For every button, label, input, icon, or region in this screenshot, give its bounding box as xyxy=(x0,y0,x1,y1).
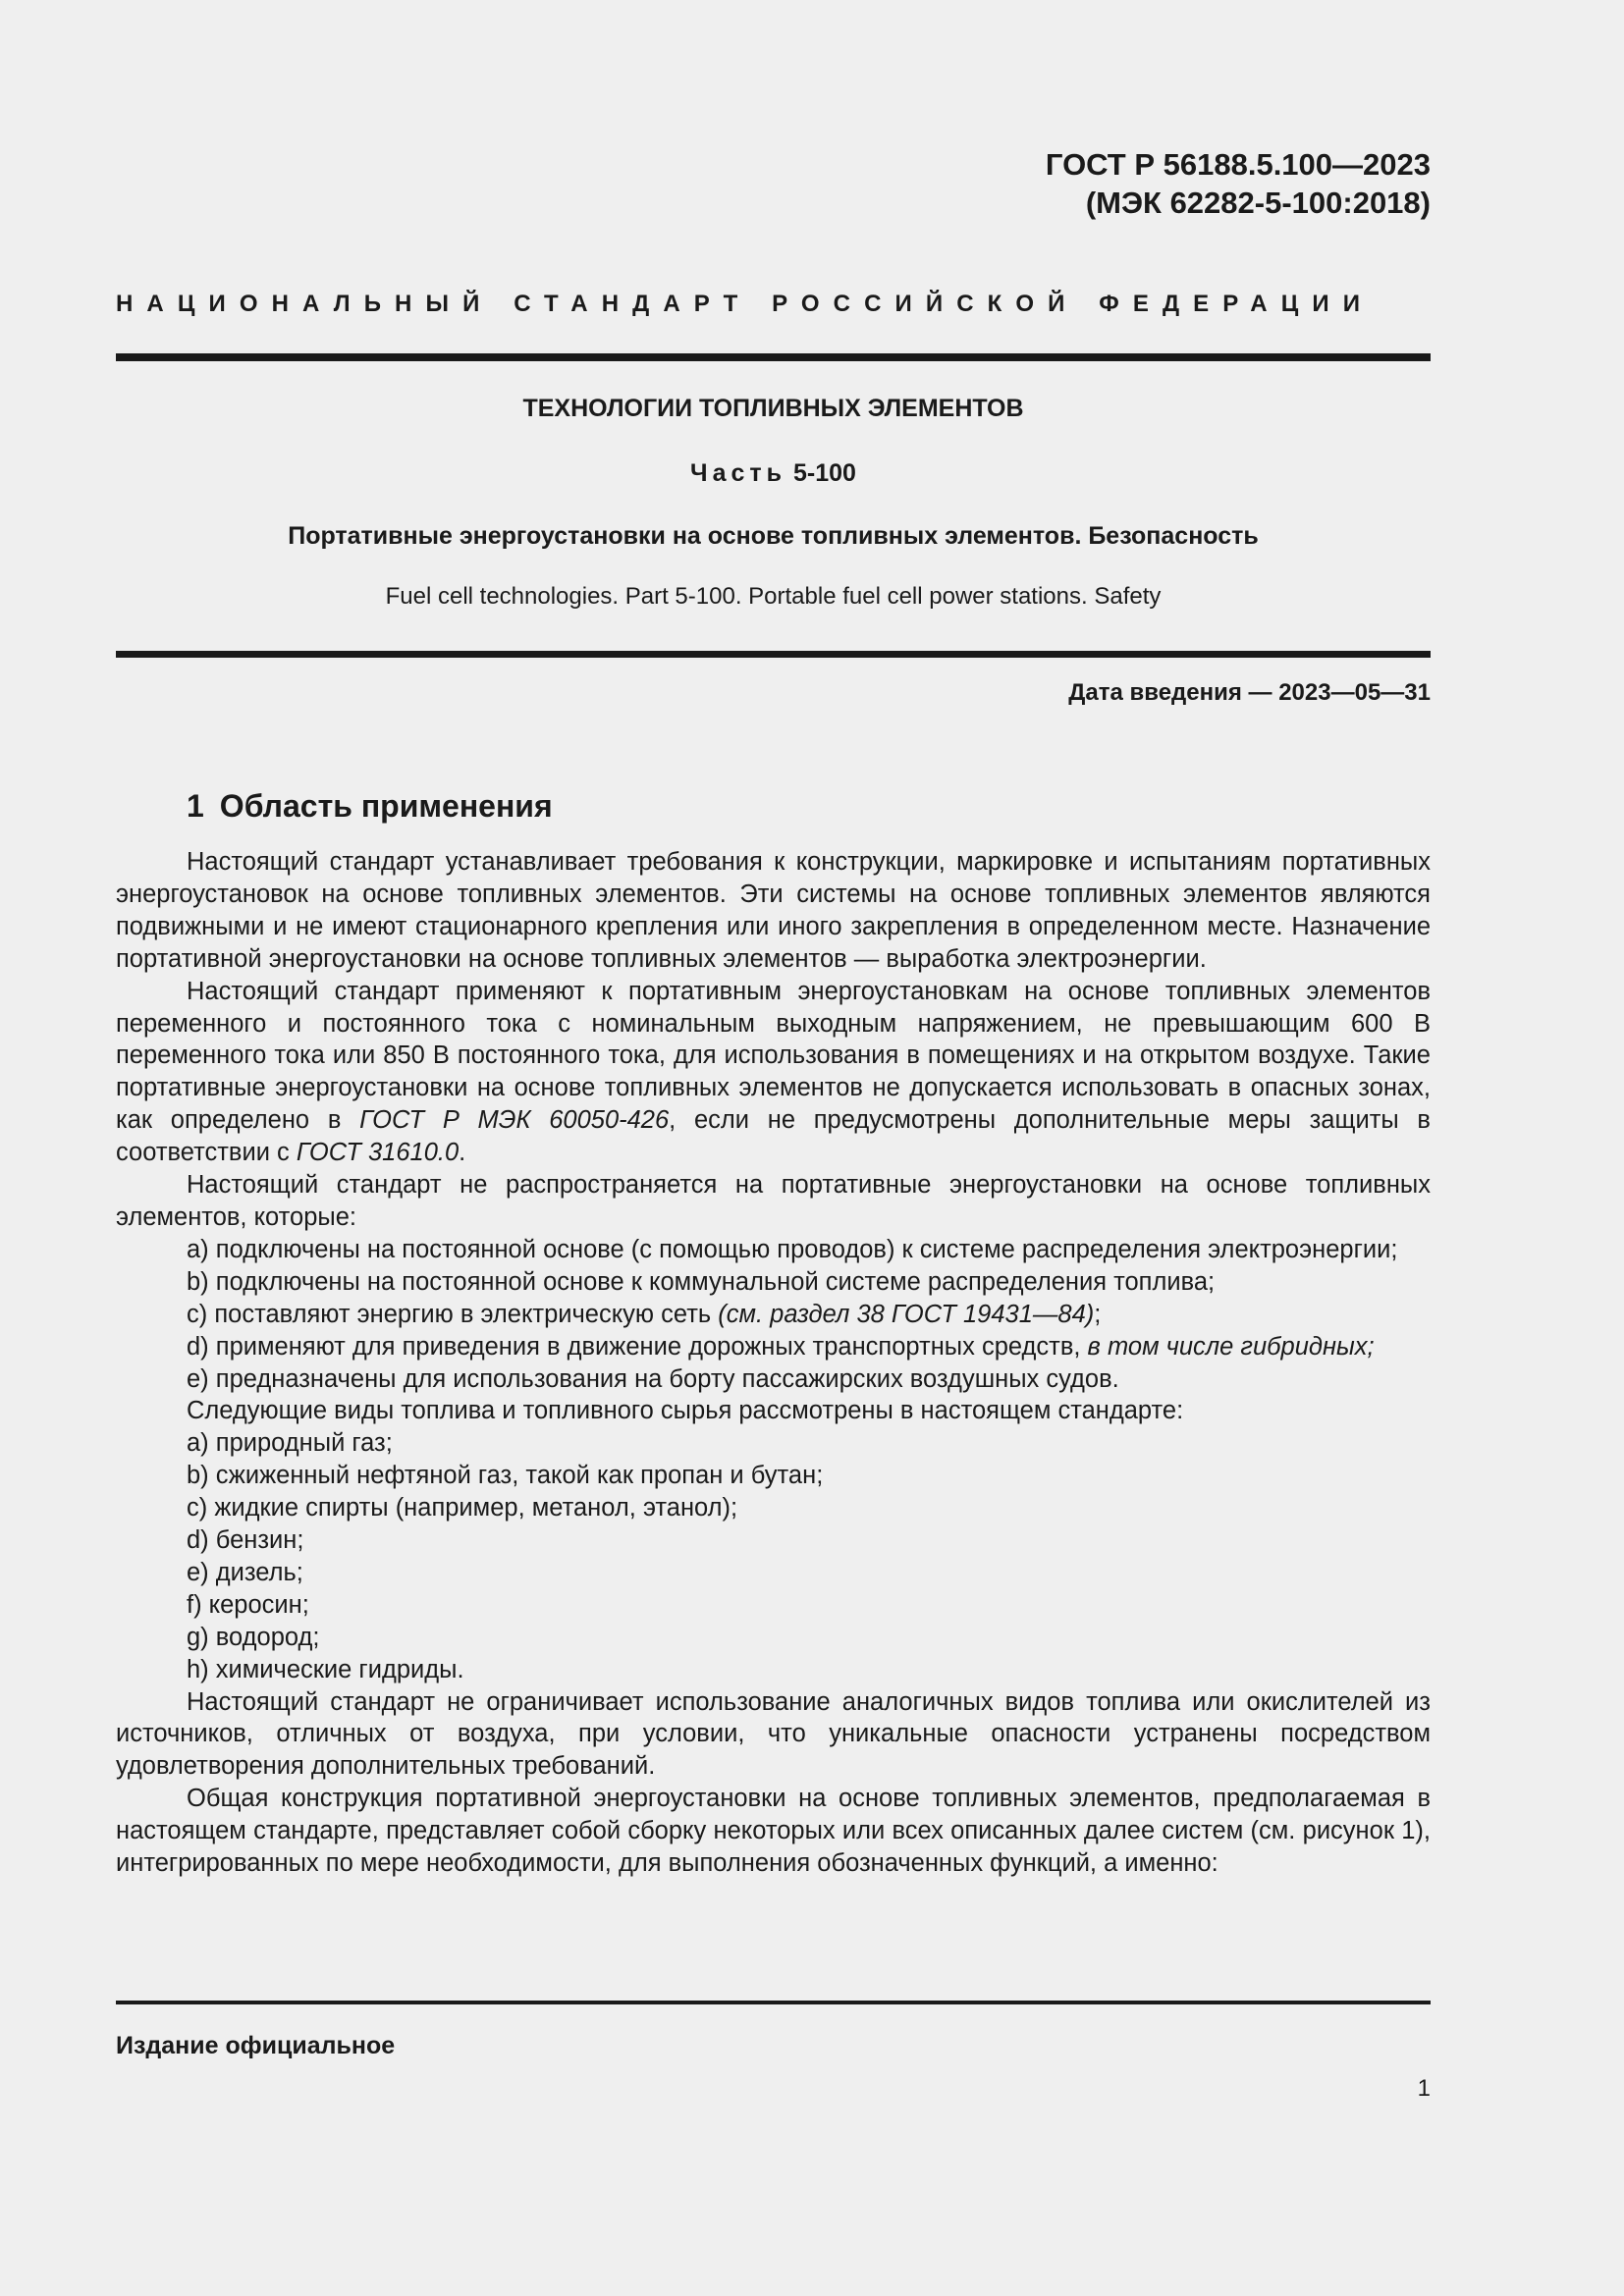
list-item: a) подключены на постоянной основе (с помощью проводов) к системе распределения электроэнергии; xyxy=(187,1235,1398,1263)
list-item: c) жидкие спирты (например, метанол, этанол); xyxy=(187,1494,738,1522)
part-number: 5-100 xyxy=(793,459,856,487)
list-item: a) природный газ; xyxy=(187,1429,393,1458)
gost-reference-link: ГОСТ 31610.0 xyxy=(296,1139,460,1167)
national-standard-heading: НАЦИОНАЛЬНЫЙ СТАНДАРТ РОССИЙСКОЙ ФЕДЕРАЦИИ xyxy=(116,291,1375,317)
section-number: 1 xyxy=(187,788,204,824)
paragraph: Следующие виды топлива и топливного сырья рассмотрены в настоящем стандарте: xyxy=(187,1397,1184,1425)
official-edition-label: Издание официальное xyxy=(116,2032,396,2059)
list-item: h) химические гидриды. xyxy=(187,1655,464,1683)
list-item: d) применяют для приведения в движение дорожных транспортных средств, в том числе гибридных; xyxy=(187,1332,1375,1361)
header-divider xyxy=(116,353,1431,361)
list-item: c) поставляют энергию в электрическую сеть (см. раздел 38 ГОСТ 19431—84); xyxy=(187,1300,1102,1328)
paragraph: Настоящий стандарт не ограничивает использование аналогичных видов топлива или окислителей из источников, отличных от воздуха, при условии, что уникальные опасности устранены посредством удовлетворения дополнительных требований. xyxy=(116,1687,1431,1781)
title-divider xyxy=(116,651,1431,658)
gost-reference-link: (см. раздел 38 ГОСТ 19431—84) xyxy=(718,1300,1095,1328)
standard-number-gost: ГОСТ Р 56188.5.100—2023 xyxy=(1045,147,1431,182)
gost-reference-link: ГОСТ Р МЭК 60050-426 xyxy=(359,1106,670,1135)
date-introduced: Дата введения — 2023—05—31 xyxy=(1068,679,1431,706)
section-body xyxy=(116,846,1431,1880)
italic-addition: в том числе гибридных; xyxy=(1087,1332,1375,1361)
footer-divider xyxy=(116,2001,1431,2004)
list-item: d) бензин; xyxy=(187,1526,304,1555)
paragraph: Настоящий стандарт не распространяется на портативные энергоустановки на основе топливных элементов, которые: xyxy=(116,1171,1431,1231)
list-item: e) предназначены для использования на борту пассажирских воздушных судов. xyxy=(187,1364,1119,1393)
list-item: e) дизель; xyxy=(187,1558,303,1586)
page-number: 1 xyxy=(1417,2075,1431,2102)
paragraph: Настоящий стандарт устанавливает требования к конструкции, маркировке и испытаниям портативных энергоустановок на основе топливных элементов. Эти системы на основе топливных элементов являются подвижными и не имеют стационарного крепления или иного закрепления в определенном месте. Назначение портативной энергоустановки на основе топливных элементов — выработка электроэнергии. xyxy=(116,848,1431,973)
document-subtitle: Портативные энергоустановки на основе топливных элементов. Безопасность xyxy=(288,522,1259,550)
paragraph: Общая конструкция портативной энергоустановки на основе топливных элементов, предполагаемая в настоящем стандарте, представляет собой сборку некоторых или всех описанных далее систем (см. рисунок 1), интегрированных по мере необходимости, для выполнения обозначенных функций, а именно: xyxy=(116,1785,1431,1878)
section-title: Область применения xyxy=(219,788,553,824)
document-title: ТЕХНОЛОГИИ ТОПЛИВНЫХ ЭЛЕМЕНТОВ xyxy=(522,395,1024,422)
standard-number-iec: (МЭК 62282-5-100:2018) xyxy=(1085,186,1431,220)
list-item: b) подключены на постоянной основе к коммунальной системе распределения топлива; xyxy=(187,1267,1216,1296)
standard-number xyxy=(1046,145,1431,222)
english-title: Fuel cell technologies. Part 5-100. Portable fuel cell power stations. Safety xyxy=(385,583,1162,610)
section-heading xyxy=(187,785,553,827)
list-item: g) водород; xyxy=(187,1623,320,1651)
part-word: Часть xyxy=(690,459,787,487)
part-designation xyxy=(116,457,1431,489)
list-item: f) керосин; xyxy=(187,1590,309,1619)
paragraph: Настоящий стандарт применяют к портативным энергоустановкам на основе топливных элементов переменного и постоянного тока с номинальным выходным напряжением, не превышающим 600 В переменного тока или 850 В постоянного тока, для использования в помещениях и на открытом воздухе. Такие портативные энергоустановки на основе топливных элементов не допускается использовать в опасных зонах, как определено в ГОСТ Р МЭК 60050-426, если не предусмотрены дополнительные меры защиты в соответствии с ГОСТ 31610.0. xyxy=(116,977,1431,1167)
list-item: b) сжиженный нефтяной газ, такой как пропан и бутан; xyxy=(187,1462,824,1490)
